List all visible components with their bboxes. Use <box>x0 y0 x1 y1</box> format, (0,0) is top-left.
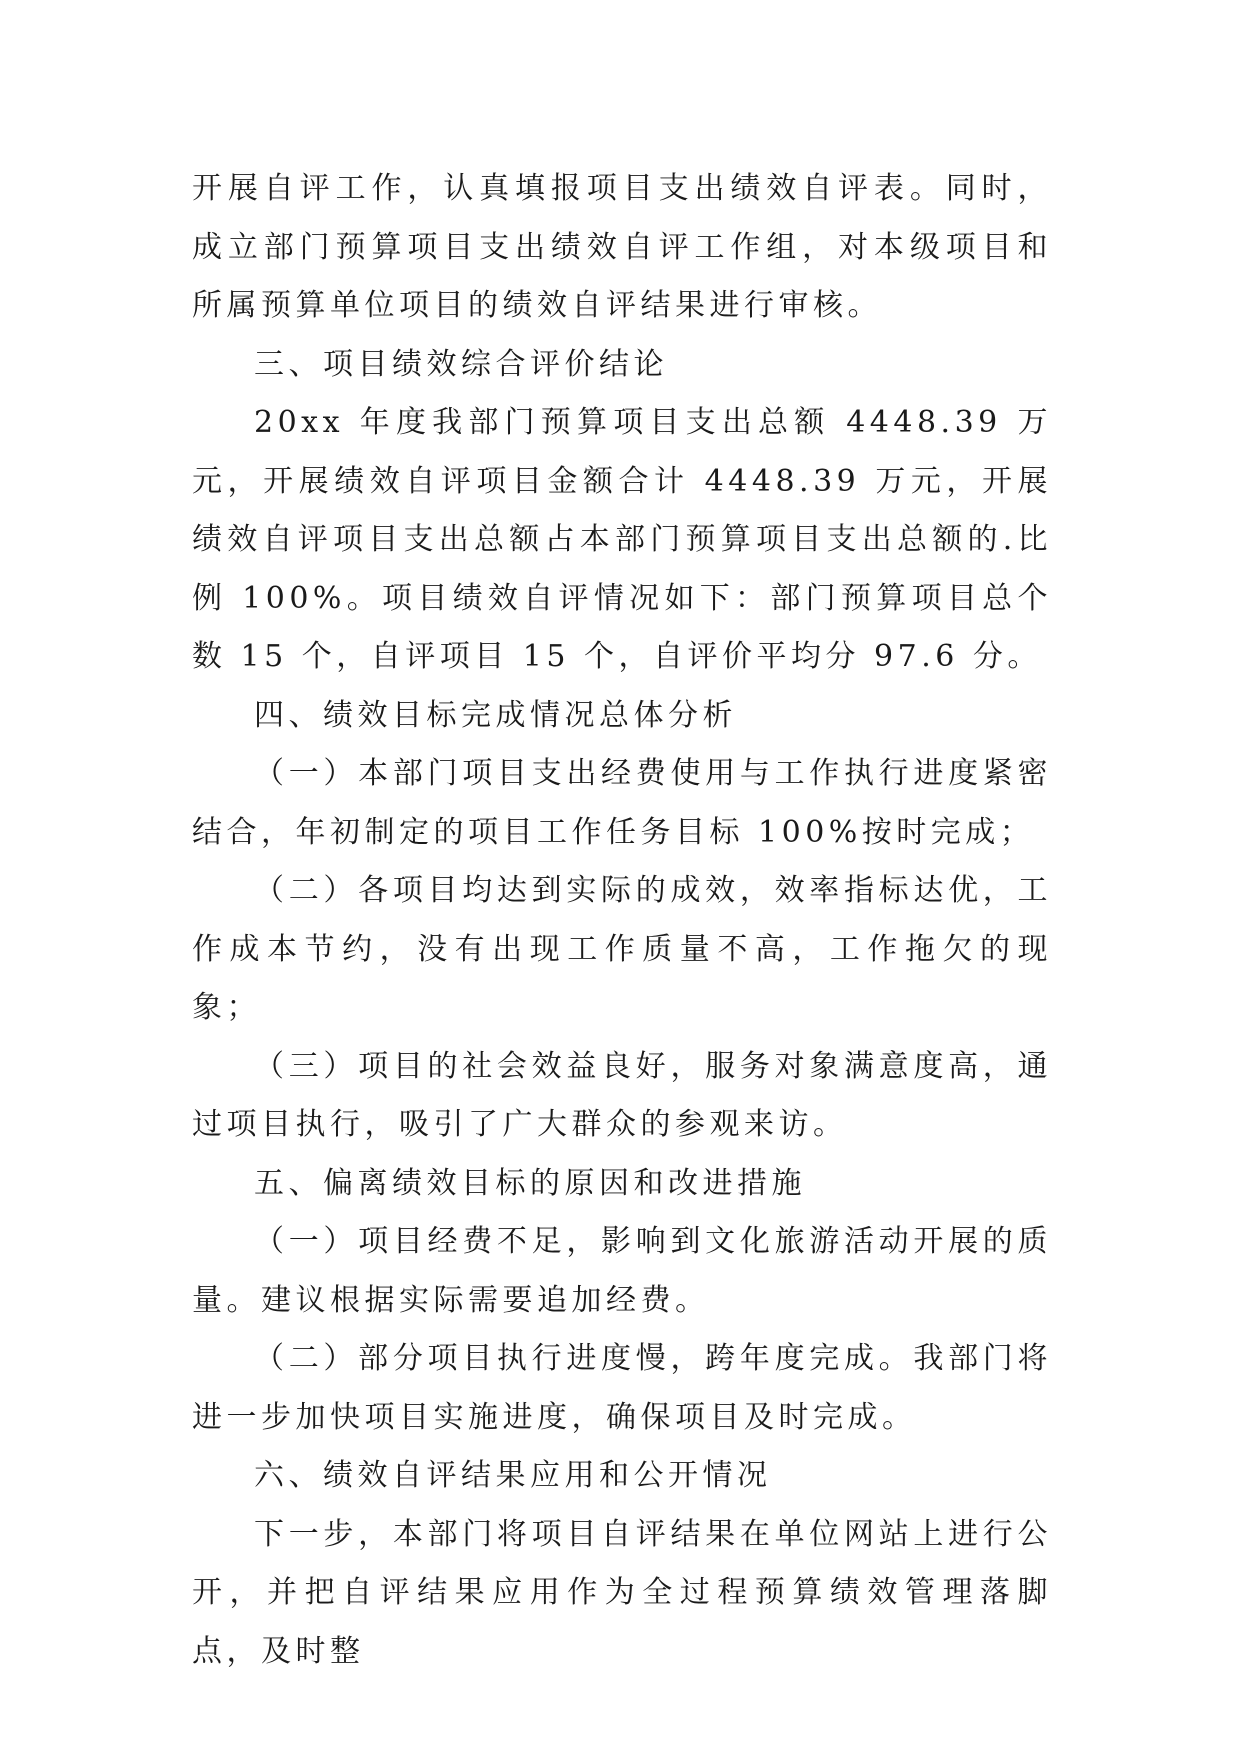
paragraph-budget-summary: 20xx 年度我部门预算项目支出总额 4448.39 万元，开展绩效自评项目金额合计 4448.39 万元，开展绩效自评项目支出总额占本部门预算项目支出总额的.比例 100%。项目绩效自评情况如下：部门预算项目总个数 15 个，自评项目 15 个，自评价平均分 97.6 分。 <box>192 405 1052 674</box>
paragraph-next-steps: 下一步，本部门将项目自评结果在单位网站上进行公开，并把自评结果应用作为全过程预算绩效管理落脚点，及时整 <box>192 1516 1052 1669</box>
section-heading-3: 三、项目绩效综合评价结论 <box>254 346 668 382</box>
paragraph-continuation: 开展自评工作，认真填报项目支出绩效自评表。同时，成立部门预算项目支出绩效自评工作组，对本级项目和所属预算单位项目的绩效自评结果进行审核。 <box>192 171 1052 323</box>
section-heading-6: 六、绩效自评结果应用和公开情况 <box>254 1458 772 1493</box>
list-item-4-2: （二）各项目均达到实际的成效，效率指标达优，工作成本节约，没有出现工作质量不高，工作拖欠的现象； <box>192 873 1052 1025</box>
list-item-5-2: （二）部分项目执行进度慢，跨年度完成。我部门将进一步加快项目实施进度，确保项目及时完成。 <box>192 1341 1052 1435</box>
list-item-4-3: （三）项目的社会效益良好，服务对象满意度高，通过项目执行，吸引了广大群众的参观来访。 <box>192 1048 1052 1142</box>
list-item-4-1: （一）本部门项目支出经费使用与工作执行进度紧密结合，年初制定的项目工作任务目标 100%按时完成； <box>192 756 1052 850</box>
section-heading-5: 五、偏离绩效目标的原因和改进措施 <box>254 1165 806 1201</box>
document-body <box>192 160 1052 1681</box>
section-heading-4: 四、绩效目标完成情况总体分析 <box>254 697 737 733</box>
list-item-5-1: （一）项目经费不足，影响到文化旅游活动开展的质量。建议根据实际需要追加经费。 <box>192 1224 1052 1318</box>
